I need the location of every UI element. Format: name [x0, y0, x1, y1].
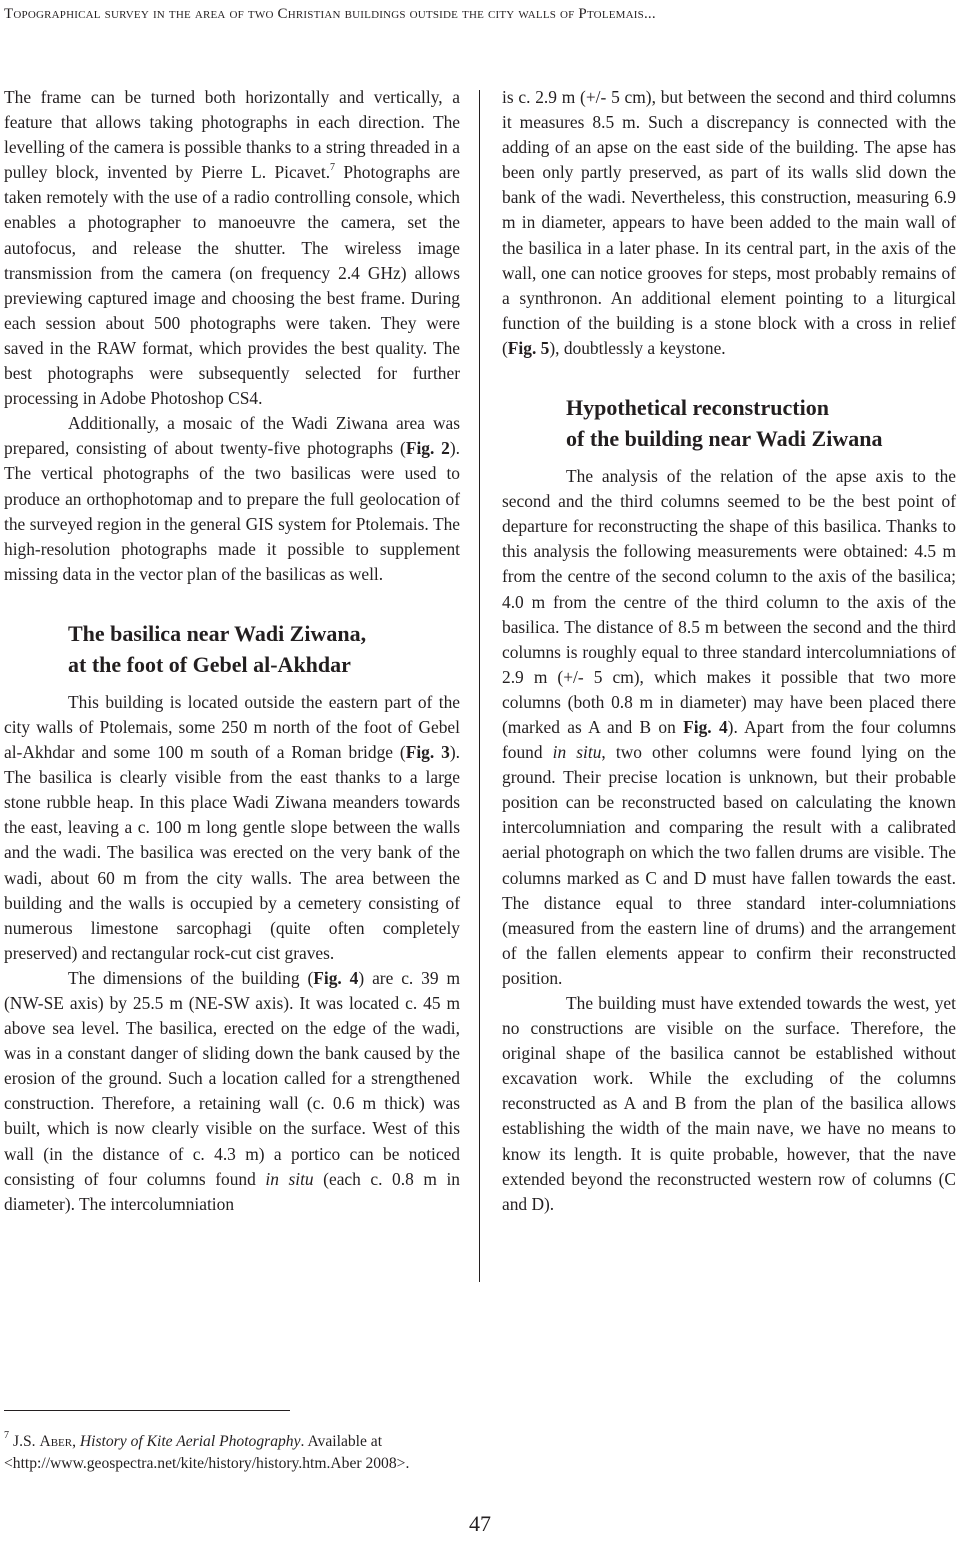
running-header: Topographical survey in the area of two Christian buildings outside the city walls of Ptolemais... [4, 6, 656, 22]
column-divider [479, 90, 480, 1282]
paragraph [502, 85, 956, 361]
paragraph-text: The analysis of the relation of the apse axis to the second and the third columns seemed to be the best point of departure for reconstructing the shape of this basilica. Thanks to this analysis the following measurements were obtained: 4.5 m from the centre of the second column to the axis of the basilica; 4.0 m from the centre of the third column to the axis of the basilica. The distance of 8.5 m between the second and the third columns is roughly equal to three standard intercolumniations of 2.9 m (+/- 5 cm), which makes it possible that two more columns (both 0.8 m in diameter) may have been placed there (marked as A and B on [502, 466, 956, 737]
footnote-reference[interactable]: 7 [330, 162, 336, 174]
paragraph-text: is c. 2.9 m (+/- 5 cm), but between the second and third columns it measures 8.5 m. Such a discrepancy is connected with the adding of an apse on the east side of the building. The apse has been only partly preserved, as part of its walls slid down the bank of the wadi. Nevertheless, this construction, measuring 6.9 m in diameter, appears to have been added to the main wall of the basilica in a later phase. In its central part, in the axis of the wall, one can notice grooves for steps, most probably remains of a synthronon. An additional element pointing to a liturgical function of the building is a stone block with a cross in relief ( [502, 87, 956, 358]
page-number: 47 [469, 1511, 491, 1536]
footnote-title: History of Kite Aerial Photography [79, 1433, 301, 1450]
paragraph-text: , two other columns were found lying on the ground. Their precise location is unknown, but their probable position can be reconstructed based on calculating the known intercolumniation and comparing the result with a calibrated aerial photograph on which the two fallen drums are visible. The columns marked as C and D must have fallen towards the east. The distance equal to three standard inter-columniations (measured from the eastern line of drums) and the arrangement of the fallen elements appear to confirm their reconstructed position. [502, 742, 956, 988]
left-column [4, 85, 460, 1217]
paragraph-text: ). The basilica is clearly visible from the east thanks to a large stone rubble heap. In this place Wadi Ziwana meanders towards the east, leaving a c. 100 m long gentle slope between the walls and the wadi. The basilica was erected on the very bank of the wadi, about 60 m from the city walls. The area between the building and the walls is occupied by a cemetery consisting of numerous limestone sarcophagi (quite often completely preserved) and rectangular rock-cut cist graves. [4, 742, 460, 963]
footnote-marker: 7 [4, 1430, 9, 1441]
paragraph-text: Additionally, a mosaic of the Wadi Ziwana area was prepared, consisting of about twenty-five photographs ( [4, 413, 460, 459]
paragraph-text: Photographs are taken remotely with the use of a radio controlling console, which enables a photographer to manoeuvre the camera, set the autofocus, and release the shutter. The wireless image transmission from the camera (on frequency 2.4 GHz) allows previewing captured image and choosing the best frame. During each session about 500 photographs were taken. They were saved in the RAW format, which provides the best quality. The best photographs were subsequently selected for further processing in Adobe Photoshop CS4. [4, 162, 460, 409]
paragraph-text: ) are c. 39 m (NW-SE axis) by 25.5 m (NE-SW axis). It was located c. 45 m above sea level. The basilica, erected on the edge of the wadi, was in a constant danger of sliding down the bank caused by the erosion of the ground. Such a location called for a strengthened construction. Therefore, a retaining wall (c. 0.6 m thick) was built, which is now clearly visible on the surface. West of this wall (in the distance of c. 4.3 m) a portico can be noticed consisting of four columns found [4, 967, 461, 1189]
heading-line: Hypothetical reconstruction [566, 395, 829, 421]
italic-term: in situ [265, 1168, 314, 1189]
paragraph [4, 690, 460, 966]
heading-line: of the building near Wadi Ziwana [566, 426, 883, 452]
paragraph-text: ). The vertical photographs of the two basilicas were used to produce an orthophotomap and to prepare the full geolocation of the surveyed region in the general GIS system for Ptolemais. The high-resolution photographs made it possible to supplement missing data in the vector plan of the basilicas as well. [4, 438, 461, 584]
heading-line: The basilica near Wadi Ziwana, [68, 620, 367, 646]
footnote-text: . Available at [300, 1433, 383, 1450]
right-column [502, 85, 956, 1217]
section-heading [566, 392, 956, 454]
paragraph-text: The frame can be turned both horizontally and vertically, a feature that allows taking photographs in each direction. The levelling of the camera is possible thanks to a string threaded in a pulley block, invented by Pierre L. Picavet. [4, 87, 460, 183]
italic-term: in situ [552, 742, 602, 763]
section-heading [68, 618, 460, 680]
figure-reference[interactable]: Fig. 2 [405, 438, 450, 459]
paragraph [502, 464, 956, 991]
paragraph [4, 85, 460, 411]
figure-reference[interactable]: Fig. 3 [405, 742, 450, 763]
footnote-author: J.S. [13, 1433, 40, 1450]
paragraph: The building must have extended towards the west, yet no constructions are visible on the surface. Therefore, the original shape of the basilica cannot be established without excavation work. While the excluding of the columns reconstructed as A and B from the plan of the basilica allows establishing the width of the main nave, we have no means to know its length. It is quite probable, however, that the nave extended beyond the reconstructed western row of columns (C and D). [502, 993, 956, 1214]
paragraph-text: This building is located outside the eastern part of the city walls of Ptolemais, some 250 m north of the foot of Gebel al-Akhdar and some 100 m south of a Roman bridge ( [4, 691, 460, 763]
paragraph-text: (each c. 0.8 m in diameter). The intercolumniation [4, 1168, 460, 1214]
figure-reference[interactable]: Fig. 4 [683, 716, 728, 737]
paragraph-text: ). Apart from the four columns found [502, 716, 957, 763]
paragraph [4, 966, 460, 1217]
paragraph [4, 411, 460, 587]
footnote: $^7$ J.S. Aber, History of Kite Aerial Photography. Available at <http://www.geospectra.net/kite/history/history.htm.Aber 2008>. [4, 1430, 410, 1472]
paragraph-text: The dimensions of the building ( [68, 967, 314, 988]
figure-reference[interactable]: Fig. 4 [313, 967, 359, 988]
footnote-author-surname: Aber [39, 1433, 73, 1450]
footnote-divider [4, 1410, 290, 1411]
figure-reference[interactable]: Fig. 5 [507, 337, 550, 358]
footnote-url[interactable]: <http://www.geospectra.net/kite/history/history.htm.Aber 2008>. [4, 1455, 410, 1472]
paragraph-text: ), doubtlessly a keystone. [549, 337, 726, 358]
heading-line: at the foot of Gebel al-Akhdar [68, 651, 351, 677]
